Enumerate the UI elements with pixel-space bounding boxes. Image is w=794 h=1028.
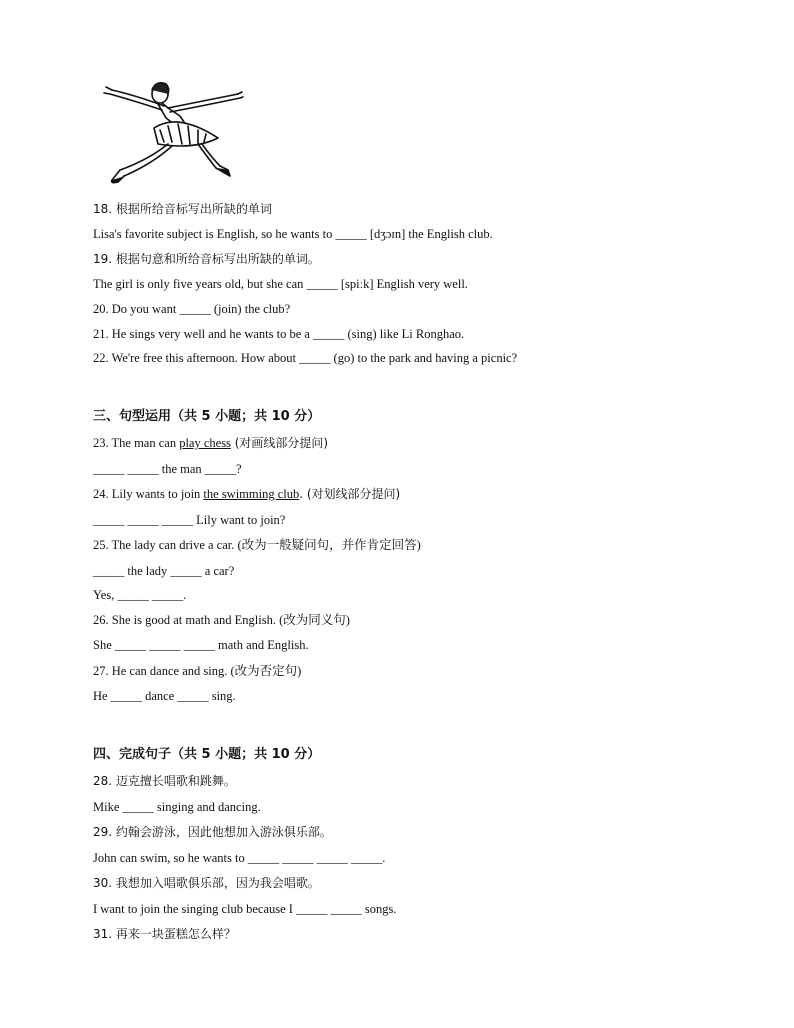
q24-answer: _____ _____ _____ Lily want to join?: [93, 513, 286, 527]
q22-text: 22. We're free this afternoon. How about _____ (go) to the park and having a picnic?: [93, 351, 518, 365]
q28-text: 28. 迈克擅长唱歌和跳舞。: [93, 774, 236, 788]
q23-underlined: play chess: [179, 436, 231, 450]
q23-suffix: (对画线部分提问): [230, 436, 329, 450]
q27-answer: He _____ dance _____ sing.: [93, 689, 236, 703]
q18-prompt: 18. 根据所给音标写出所缺的单词: [93, 202, 272, 216]
q29-text: 29. 约翰会游泳，因此他想加入游泳俱乐部。: [93, 825, 332, 839]
q23-prefix: 23. The man can: [93, 436, 180, 450]
q18-sentence-after: the English club.: [405, 227, 493, 241]
q24-suffix: . (对划线部分提问): [299, 487, 401, 501]
q20-text: 20. Do you want _____ (join) the club?: [93, 302, 291, 316]
q19-sentence: The girl is only five years old, but she can _____ [spiːk] English very well.: [93, 277, 468, 291]
ballerina-drawing: [98, 72, 244, 188]
q18-sentence-before: Lisa's favorite subject is English, so he wants to _____: [93, 227, 370, 241]
q26-text: 26. She is good at math and English. (改为同义句): [93, 613, 350, 627]
q23-answer: _____ _____ the man _____?: [93, 462, 242, 476]
q29-answer: John can swim, so he wants to _____ _____ _____ _____.: [93, 851, 386, 865]
q21-text: 21. He sings very well and he wants to be a _____ (sing) like Li Ronghao.: [93, 327, 465, 341]
section-4-title: 四、完成句子（共 5 小题；共 10 分）: [93, 747, 321, 762]
q25-answer-2: Yes, _____ _____.: [93, 588, 187, 602]
q25-text: 25. The lady can drive a car. (改为一般疑问句，并作肯定回答): [93, 538, 421, 552]
q19-prompt: 19. 根据句意和所给音标写出所缺的单词。: [93, 252, 320, 266]
q31-text: 31. 再来一块蛋糕怎么样？: [93, 927, 236, 941]
q28-answer: Mike _____ singing and dancing.: [93, 800, 261, 814]
q30-answer: I want to join the singing club because I _____ _____ songs.: [93, 902, 397, 916]
q24-prefix: 24. Lily wants to join: [93, 487, 204, 501]
section-3-title: 三、句型运用（共 5 小题；共 10 分）: [93, 409, 321, 424]
q24-underlined: the swimming club: [203, 487, 300, 501]
q25-answer-1: _____ the lady _____ a car?: [93, 564, 235, 578]
q23-text: [93, 435, 328, 451]
q26-answer: She _____ _____ _____ math and English.: [93, 638, 309, 652]
ballerina-illustration: [98, 72, 244, 188]
q18-phonetic: [dʒɔɪn]: [369, 227, 406, 241]
q18-sentence: [93, 226, 493, 242]
q27-text: 27. He can dance and sing. (改为否定句): [93, 664, 302, 678]
q24-text: [93, 486, 400, 502]
q30-text: 30. 我想加入唱歌俱乐部，因为我会唱歌。: [93, 876, 320, 890]
